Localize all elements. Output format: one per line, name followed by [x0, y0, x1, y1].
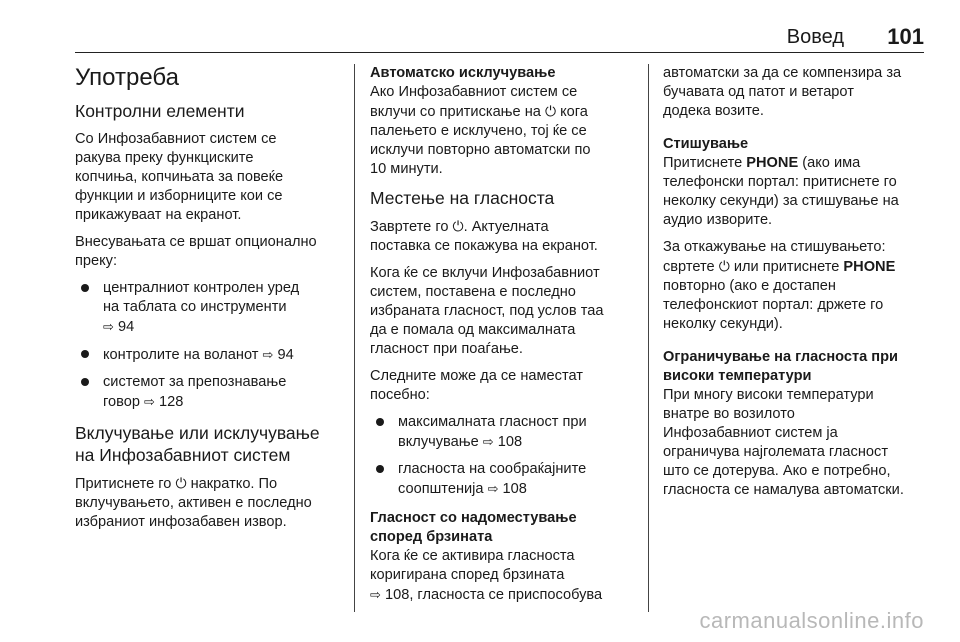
- page-ref-icon: ⇨: [262, 347, 274, 362]
- chapter-heading: Употреба: [75, 64, 179, 91]
- paragraph: Кога ќе се активира гласноста коригирана според брзината ⇨ 108, гласноста се приспособува: [370, 548, 603, 603]
- list-item: гласноста на сообраќајните соопштенија ⇨ 108: [370, 460, 646, 499]
- section-title: Вовед: [786, 26, 844, 48]
- paragraph: При многу високи температури внатре во возилото Инфозабавниот систем ја ограничува најголемата гласност што се дотерува. Ако е потребно, гласноста се намалува автоматски.: [663, 387, 904, 498]
- paragraph: Притиснете го ⏻ накратко. По вклучувањето, активен е последно избраниот инфозабавен извор.: [75, 475, 312, 530]
- paragraph: автоматски за да се компензира за бучавата од патот и ветарот додека возите.: [663, 65, 902, 119]
- paragraph: Ако Инфозабавниот систем се вклучи со притискање на ⏻ кога палењето е исклучено, тој ќе се исклучи повторно автоматски по 10 минути.: [370, 84, 591, 177]
- bullet-list: [370, 413, 646, 499]
- page-ref-icon: ⇨: [370, 587, 381, 602]
- subsection-heading: Ограничување на гласноста при високи температури: [663, 349, 899, 384]
- page-ref[interactable]: 108: [502, 481, 527, 497]
- list-item: централниот контролен уред на таблата со инструменти ⇨ 94: [75, 279, 351, 337]
- column-middle: [370, 64, 646, 613]
- bullet-icon: [81, 284, 89, 292]
- subsection-heading: Гласност со надоместување според брзината: [370, 510, 577, 545]
- section-heading: Контролни елементи: [75, 101, 245, 121]
- page-ref-icon: ⇨: [487, 481, 499, 496]
- watermark: carmanualsonline.info: [699, 608, 924, 633]
- subsection-heading: Стишување: [663, 136, 749, 152]
- page-ref[interactable]: 94: [117, 319, 135, 335]
- paragraph: За откажување на стишувањето: свртете ⏻ или притиснете PHONE повторно (ако е достапен телефонскиот портал: држете го неколку секунди).: [663, 239, 896, 332]
- paragraph: Кога ќе се вклучи Инфозабавниот систем, поставена е последно избраната гласност, под услов таа да е помала од максималната гласност при поаѓање.: [370, 265, 604, 357]
- paragraph: Следните може да се наместат посебно:: [370, 368, 583, 403]
- bullet-list: [75, 279, 351, 412]
- bullet-icon: [81, 350, 89, 358]
- header-rule: [75, 52, 924, 53]
- bullet-icon: [376, 465, 384, 473]
- column-left: [75, 64, 351, 540]
- bullet-icon: [81, 378, 89, 386]
- page-ref[interactable]: 108: [497, 434, 523, 450]
- page-ref[interactable]: 108: [384, 587, 410, 603]
- section-heading: Местење на гласноста: [370, 188, 555, 208]
- page-ref[interactable]: 94: [277, 347, 294, 363]
- page-ref[interactable]: 128: [158, 394, 184, 410]
- paragraph: Притиснете PHONE (ако има телефонски портал: притиснете го неколку секунди) за стишување на аудио изворите.: [663, 155, 899, 228]
- column-right: [663, 64, 939, 508]
- list-item: максималната гласност при вклучување ⇨ 108: [370, 413, 646, 452]
- bullet-icon: [376, 418, 384, 426]
- phone-key: PHONE: [746, 155, 799, 171]
- page-ref-icon: ⇨: [482, 434, 494, 449]
- list-item: контролите на воланот ⇨ 94: [75, 345, 351, 365]
- power-icon: ⏻: [175, 475, 187, 491]
- section-heading: Вклучување или исклучување на Инфозабавниот систем: [75, 423, 320, 465]
- column-divider: [648, 64, 649, 612]
- list-item: системот за препознавање говор ⇨ 128: [75, 373, 351, 412]
- power-icon: ⏻: [544, 103, 557, 119]
- paragraph: Со Инфозабавниот систем се ракува преку функциските копчиња, копчињата за повеќе функции и изборниците кои се прикажуваат на екранот.: [75, 131, 284, 223]
- page-ref-icon: ⇨: [144, 394, 155, 409]
- phone-key: PHONE: [843, 259, 896, 275]
- subsection-heading: Автоматско исклучување: [370, 65, 556, 81]
- column-divider: [354, 64, 355, 612]
- page-number: 101: [887, 24, 924, 49]
- page-ref-icon: ⇨: [103, 319, 114, 334]
- paragraph: Завртете го ⏻. Актуелната поставка се покажува на екранот.: [370, 218, 598, 254]
- power-icon: ⏻: [718, 258, 730, 274]
- power-icon: ⏻: [452, 218, 464, 234]
- paragraph: Внесувањата се вршат опционално преку:: [75, 234, 317, 269]
